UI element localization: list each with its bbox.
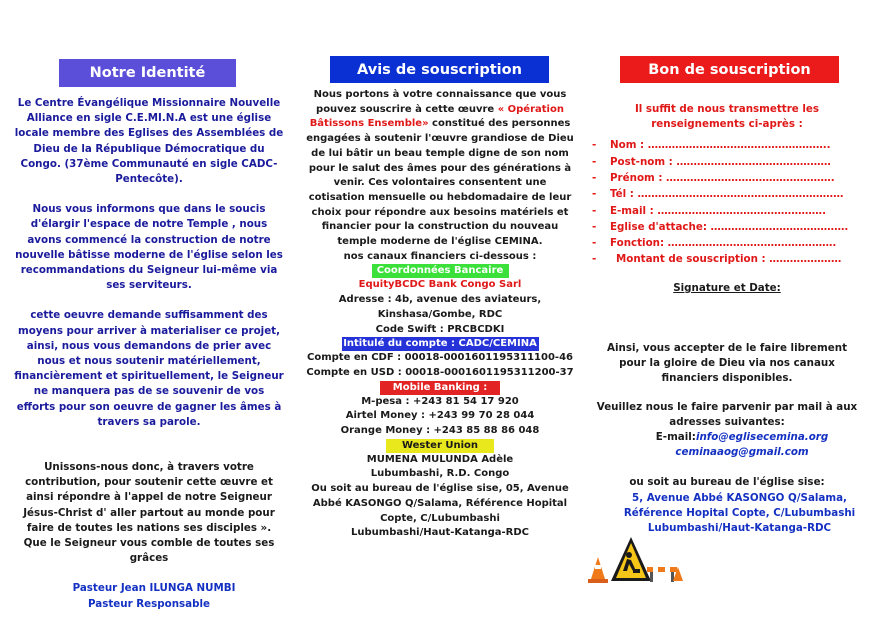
form-field-tel[interactable]: - Tél : …………………………………………………… [592,188,844,201]
identity-means-text: cette oeuvre demande suffisamment des moyens pour arriver à materialiser ce projet, ainsi, nous vous demandons de prier avec nous et nous soutenir matériellement, financièrement et spirituellement, le Seigneur ne manquera pas de se souvenir de vos efforts pour son oeuvre de gagner les âmes à travers sa parole. [14,309,284,428]
western-office: Ou soit au bureau de l'église sise, 05, Avenue Abbé KASONGO Q/Salama, Référence Hopital Copte, C/Lubumbashi [311,483,569,524]
identity-blessing: Que le Seigneur vous comble de toutes ses grâces [23,537,275,565]
form-title: Bon de souscription [620,56,839,83]
form-field-prenom[interactable]: - Prénom : …………………………………………. [592,172,835,184]
office-address: 5, Avenue Abbé KASONGO Q/Salama, Référence Hopital Copte, C/Lubumbashi [623,491,856,519]
bank-header: Coordonnées Bancaire [372,264,509,278]
signature-role: Pasteur Responsable [87,597,211,610]
western-header: Wester Union [386,439,494,453]
notice-column [306,88,574,541]
western-city: Lubumbashi, R.D. Congo [370,468,510,480]
form-intro: Il suffit de nous transmettre les renseignements ci-après : [634,103,820,131]
identity-title: Notre Identité [59,59,236,87]
identity-intro: Le Centre Évangélique Missionnaire Nouvelle Alliance en sigle C.E.MI.N.A est une église locale membre des Eglises des Assemblées de Dieu de la République Démocratique du Congo. (37ème Communauté en sigle CADC-Pentecôte). [14,97,284,186]
signature-name: Pasteur Jean ILUNGA NUMBI [72,582,236,595]
notice-intro-a: Nous portons à votre connaissance que vous pouvez souscrire à cette œuvre [313,89,567,115]
form-column [592,102,862,536]
account-header: Intitulé du compte : CADC/CEMINA [343,338,537,350]
account-usd: Compte en USD : 00018-0001601195311200-37 [306,366,574,378]
form-field-nom[interactable]: - Nom : …………………………………………….. [592,139,831,152]
email-link-1[interactable]: info@eglisecemina.org [695,431,829,443]
form-field-montant[interactable]: - Montant de souscription : ………………… [592,253,842,266]
email-line [592,430,862,445]
form-field-fonction[interactable]: - Fonction: …………………………………………. [592,237,837,250]
form-thanks: Ainsi, vous accepter de le faire librement pour la gloire de Dieu via nos canaux financiers disponibles. [607,341,847,385]
identity-column [14,96,284,612]
airtel-number: Airtel Money : +243 99 70 28 044 [345,410,535,422]
bank-address: Adresse : 4b, avenue des aviateurs, Kinshasa/Gombe, RDC [338,294,542,320]
construction-sign-icon [585,533,685,588]
form-fields [592,137,862,267]
form-field-eglise[interactable]: - Eglise d'attache: …………………………………. [592,220,849,233]
notice-intro [306,88,574,250]
bank-swift: Code Swift : PRCBCDKI [375,323,505,335]
signature-date-label: Signature et Date: [673,281,781,294]
office-intro: ou soit au bureau de l'église sise: [629,476,825,489]
identity-temple-text: Nous vous informons que dans le soucis d'élargir l'espace de notre Temple , nous avons commencé la construction de notre nouvelle bâtisse moderne de l'église selon les recommandations du Seigneur lui-même via ses serviteurs. [15,203,283,292]
form-field-postnom[interactable]: - Post-nom : ……………………………………… [592,155,831,168]
operation-name: « Opération Bâtissons Ensemble» [309,103,564,130]
mpesa-number: M-pesa : +243 81 54 17 920 [361,395,519,407]
notice-title: Avis de souscription [330,56,549,83]
western-name: MUMENA MULUNDA Adèle [366,453,514,465]
email-label: E-mail: [655,431,696,443]
channels-label: nos canaux financiers ci-dessous : [343,250,537,262]
notice-intro-b: constitué des personnes engagées à soutenir l'œuvre grandiose de Dieu de lui bâtir un beau temple digne de son nom pour le salut des âmes pour des générations à venir. Ces volontaires consentent une cotisation mensuelle ou hebdomadaire de leur choix pour répondre aux besoins matériels et financier pour la construction du nouveau temple moderne de l'église CEMINA. [306,118,574,248]
email-link-2[interactable]: ceminaaog@gmail.com [675,446,809,459]
bank-name: EquityBCDC Bank Congo Sarl [358,279,522,291]
western-region: Lubumbashi/Haut-Katanga-RDC [351,527,529,539]
form-field-email[interactable]: - E-mail : …………………………………………. [592,204,826,217]
orange-number: Orange Money : +243 85 88 86 048 [340,425,540,437]
mobile-header: Mobile Banking : [380,381,500,395]
identity-unite-text: Unissons-nous donc, à travers votre contribution, pour soutenir cette œuvre et ainsi répondre à l'appel de notre Seigneur Jésus-Christ d' aller partout au monde pour faire de toutes les nations ses disciples ». [23,461,275,534]
mail-request: Veuillez nous le faire parvenir par mail à aux adresses suivantes: [596,400,858,428]
office-region: Lubumbashi/Haut-Katanga-RDC [647,522,832,535]
account-cdf: Compte en CDF : 00018-0001601195311100-46 [307,352,573,364]
